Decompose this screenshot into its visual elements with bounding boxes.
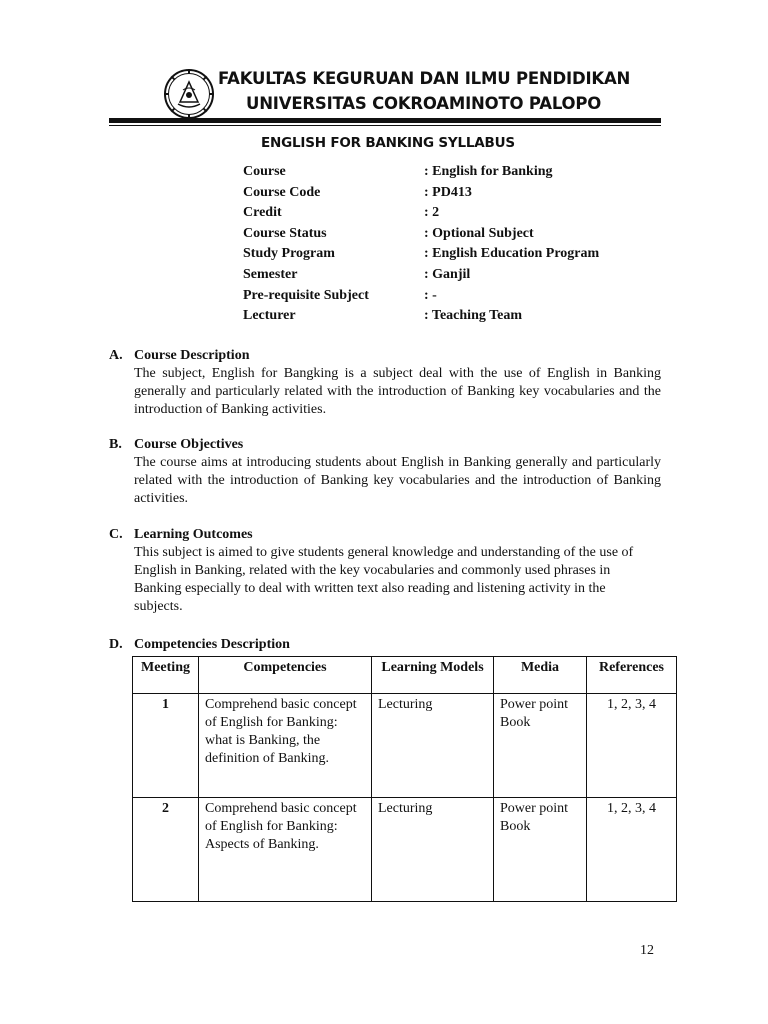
info-label: Course Status <box>243 225 327 241</box>
header-media: Media <box>494 657 587 694</box>
cell-competencies: Comprehend basic concept of English for Banking: what is Banking, the definition of Banking. <box>199 694 372 798</box>
syllabus-title: ENGLISH FOR BANKING SYLLABUS <box>261 135 515 151</box>
info-value: : Optional Subject <box>424 225 534 241</box>
info-label: Credit <box>243 205 282 221</box>
page-number: 12 <box>640 943 654 958</box>
header-meeting: Meeting <box>133 657 199 694</box>
section-title: Learning Outcomes <box>134 527 253 542</box>
section-letter: A. <box>109 348 123 363</box>
info-row-course-status <box>243 225 663 246</box>
cell-meeting: 2 <box>133 798 199 902</box>
section-heading <box>109 436 661 454</box>
header-learning-models: Learning Models <box>372 657 494 694</box>
info-row-course <box>243 163 663 184</box>
section-letter: D. <box>109 637 123 652</box>
info-label: Semester <box>243 266 298 282</box>
info-row-lecturer <box>243 307 663 328</box>
section-title: Course Description <box>134 348 250 363</box>
cell-learning-models: Lecturing <box>372 694 494 798</box>
cell-references: 1, 2, 3, 4 <box>587 694 677 798</box>
section-body: The subject, English for Bangking is a subject deal with the use of English in Banking generally and particularly related with the introduction of Banking key vocabularies and the introduction of Banking activities. <box>134 366 661 417</box>
info-value: : English for Banking <box>424 164 553 179</box>
section-letter: B. <box>109 437 122 452</box>
letterhead-title <box>218 66 658 116</box>
section-title: Course Objectives <box>134 437 244 452</box>
section-heading <box>109 347 661 365</box>
table-header-row <box>133 657 677 694</box>
info-label: Course Code <box>243 184 321 200</box>
info-value: : Teaching Team <box>424 308 523 324</box>
section-title: Competencies Description <box>134 637 290 652</box>
info-row-study-program <box>243 245 663 266</box>
section-heading <box>109 526 661 544</box>
header-references: References <box>587 657 677 694</box>
info-row-semester <box>243 266 663 287</box>
faculty-name: FAKULTAS KEGURUAN DAN ILMU PENDIDIKAN <box>218 69 631 88</box>
university-name: UNIVERSITAS COKROAMINOTO PALOPO <box>246 94 602 113</box>
section-learning-outcomes <box>109 526 661 616</box>
info-value: : - <box>424 287 437 303</box>
info-row-prerequisite <box>243 287 663 308</box>
university-seal-icon <box>163 68 215 120</box>
cell-media: Power point Book <box>494 798 587 902</box>
info-row-credit <box>243 204 663 225</box>
header-rule-thick <box>109 118 661 123</box>
course-info <box>243 163 663 328</box>
section-body: The course aims at introducing students about English in Banking generally and particularly related with the introduction of Banking key vocabularies and the introduction of Banking activities. <box>134 455 661 506</box>
table-row <box>133 694 677 798</box>
info-value: : PD413 <box>424 184 472 200</box>
section-body: This subject is aimed to give students general knowledge and understanding of the use of English in Banking, related with the key vocabularies and commonly used phrases in Banking especially to deal with written text also reading and listening activity in the subjects. <box>134 545 634 614</box>
section-heading <box>109 636 661 654</box>
info-label: Lecturer <box>243 308 296 324</box>
cell-learning-models: Lecturing <box>372 798 494 902</box>
info-value: : 2 <box>424 205 440 221</box>
info-row-course-code <box>243 184 663 205</box>
info-label: Pre-requisite Subject <box>243 287 369 303</box>
section-course-objectives <box>109 436 661 508</box>
competencies-table <box>132 656 677 902</box>
cell-references: 1, 2, 3, 4 <box>587 798 677 902</box>
info-label: Study Program <box>243 246 335 262</box>
info-value: : Ganjil <box>424 266 471 282</box>
cell-meeting: 1 <box>133 694 199 798</box>
section-competencies-description <box>109 636 661 654</box>
cell-competencies: Comprehend basic concept of English for Banking: Aspects of Banking. <box>199 798 372 902</box>
info-value: : English Education Program <box>424 246 600 262</box>
header-rule-thin <box>109 125 661 126</box>
info-label: Course <box>243 164 286 179</box>
table-row <box>133 798 677 902</box>
section-course-description <box>109 347 661 419</box>
header-competencies: Competencies <box>199 657 372 694</box>
cell-media: Power point Book <box>494 694 587 798</box>
section-letter: C. <box>109 527 123 542</box>
